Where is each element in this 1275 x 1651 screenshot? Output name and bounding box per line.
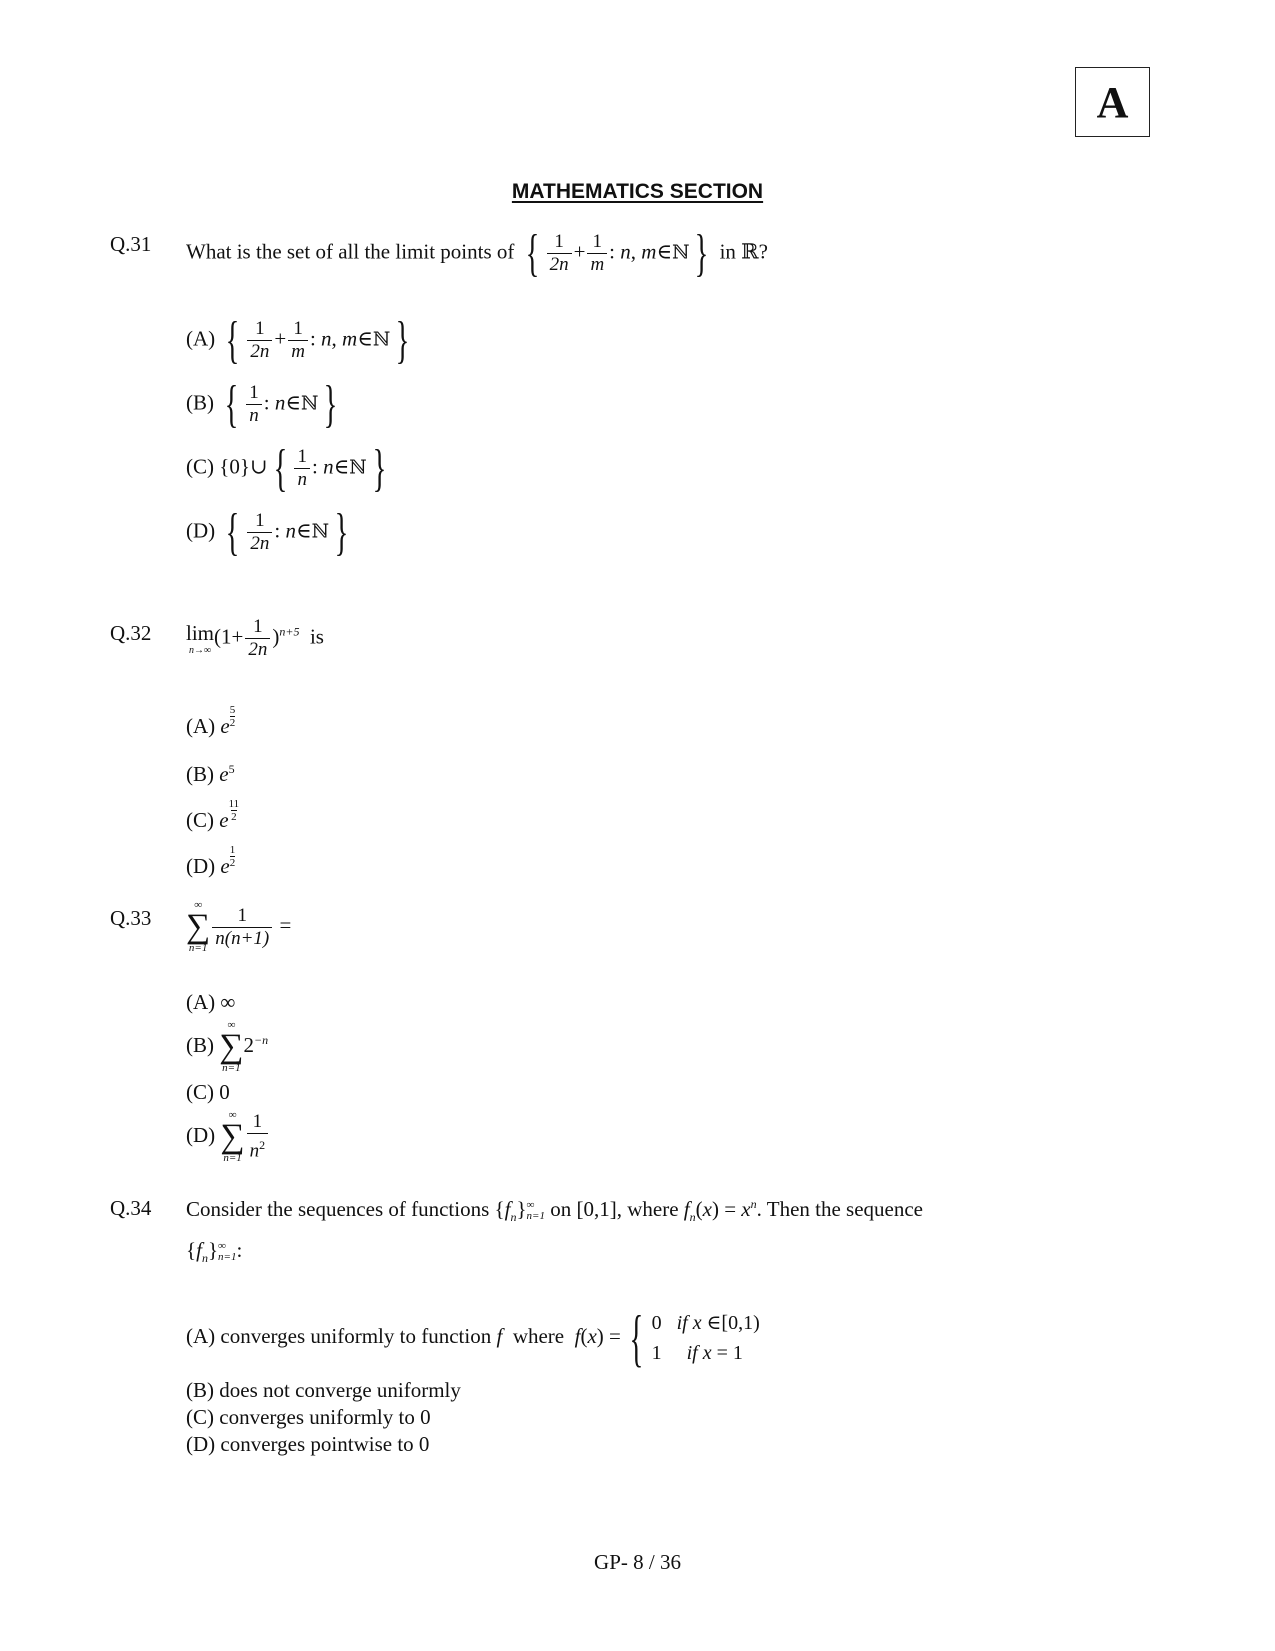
option-d[interactable]: (D) { $\frac{1}{2n}$ : n∈ℕ }	[186, 503, 349, 561]
question-number: Q.32	[110, 621, 152, 645]
option-b[interactable]: (B) { $\frac{1}{n}$ : n∈ℕ }	[186, 375, 338, 433]
question-stem-continued: $\{f_n\}$ ∞ n=1 :	[186, 1238, 243, 1266]
option-d[interactable]: (D) converges pointwise to 0	[186, 1432, 430, 1456]
question-number: Q.33	[110, 906, 152, 930]
option-a[interactable]: (A) converges uniformly to function f where f(x) = { 0 if x ∈[0,1) 1 if x = 1	[186, 1302, 760, 1373]
option-b[interactable]: (B) does not converge uniformly	[186, 1378, 461, 1402]
option-c[interactable]: (C) e $\frac{11}{2}$	[186, 798, 240, 832]
question-number: Q.34	[110, 1196, 152, 1220]
option-c[interactable]: (C) {0}∪ { $\frac{1}{n}$ : n∈ℕ }	[186, 439, 386, 497]
page-footer: GP- 8 / 36	[594, 1550, 681, 1574]
question-stem: Consider the sequences of functions $\{f_n\}$ ∞ n=1 on [0,1], where $f_n(x) = x^n$. Then the sequence	[186, 1197, 924, 1225]
option-c[interactable]: (C) 0	[186, 1080, 230, 1104]
option-b[interactable]: (B) $e^5$	[186, 762, 235, 786]
set-label: A	[1096, 77, 1129, 127]
option-a[interactable]: (A) { $\frac{1}{2n}$ + $\frac{1}{m}$ : n, m∈ℕ }	[186, 311, 410, 369]
question-stem: What is the set of all the limit points of { $\frac{1}{2n}$ + $\frac{1}{m}$ : n, m∈ℕ } in ℝ?	[186, 224, 768, 282]
set-label-box	[1075, 67, 1150, 137]
question-number: Q.31	[110, 232, 152, 256]
option-d[interactable]: (D) ∞ ∑ n=1 $\frac{1}{n^2}$	[186, 1110, 270, 1164]
section-title: MATHEMATICS SECTION	[511, 180, 764, 203]
option-b[interactable]: (B) ∞ ∑ n=1 $2^{-n}$	[186, 1019, 269, 1074]
option-d[interactable]: (D) e $\frac{1}{2}$	[186, 844, 236, 878]
option-c[interactable]: (C) converges uniformly to 0	[186, 1405, 431, 1429]
question-stem: ∞ ∑ n=1 $\frac{1}{n(n+1)}$ =	[186, 899, 292, 954]
option-a[interactable]: (A) e $\frac{5}{2}$	[186, 704, 236, 738]
option-a[interactable]: (A) ∞	[186, 990, 236, 1014]
question-stem: lim n→∞ (1+ $\frac{1}{2n}$ )$^{n+5}$ is	[186, 616, 324, 660]
